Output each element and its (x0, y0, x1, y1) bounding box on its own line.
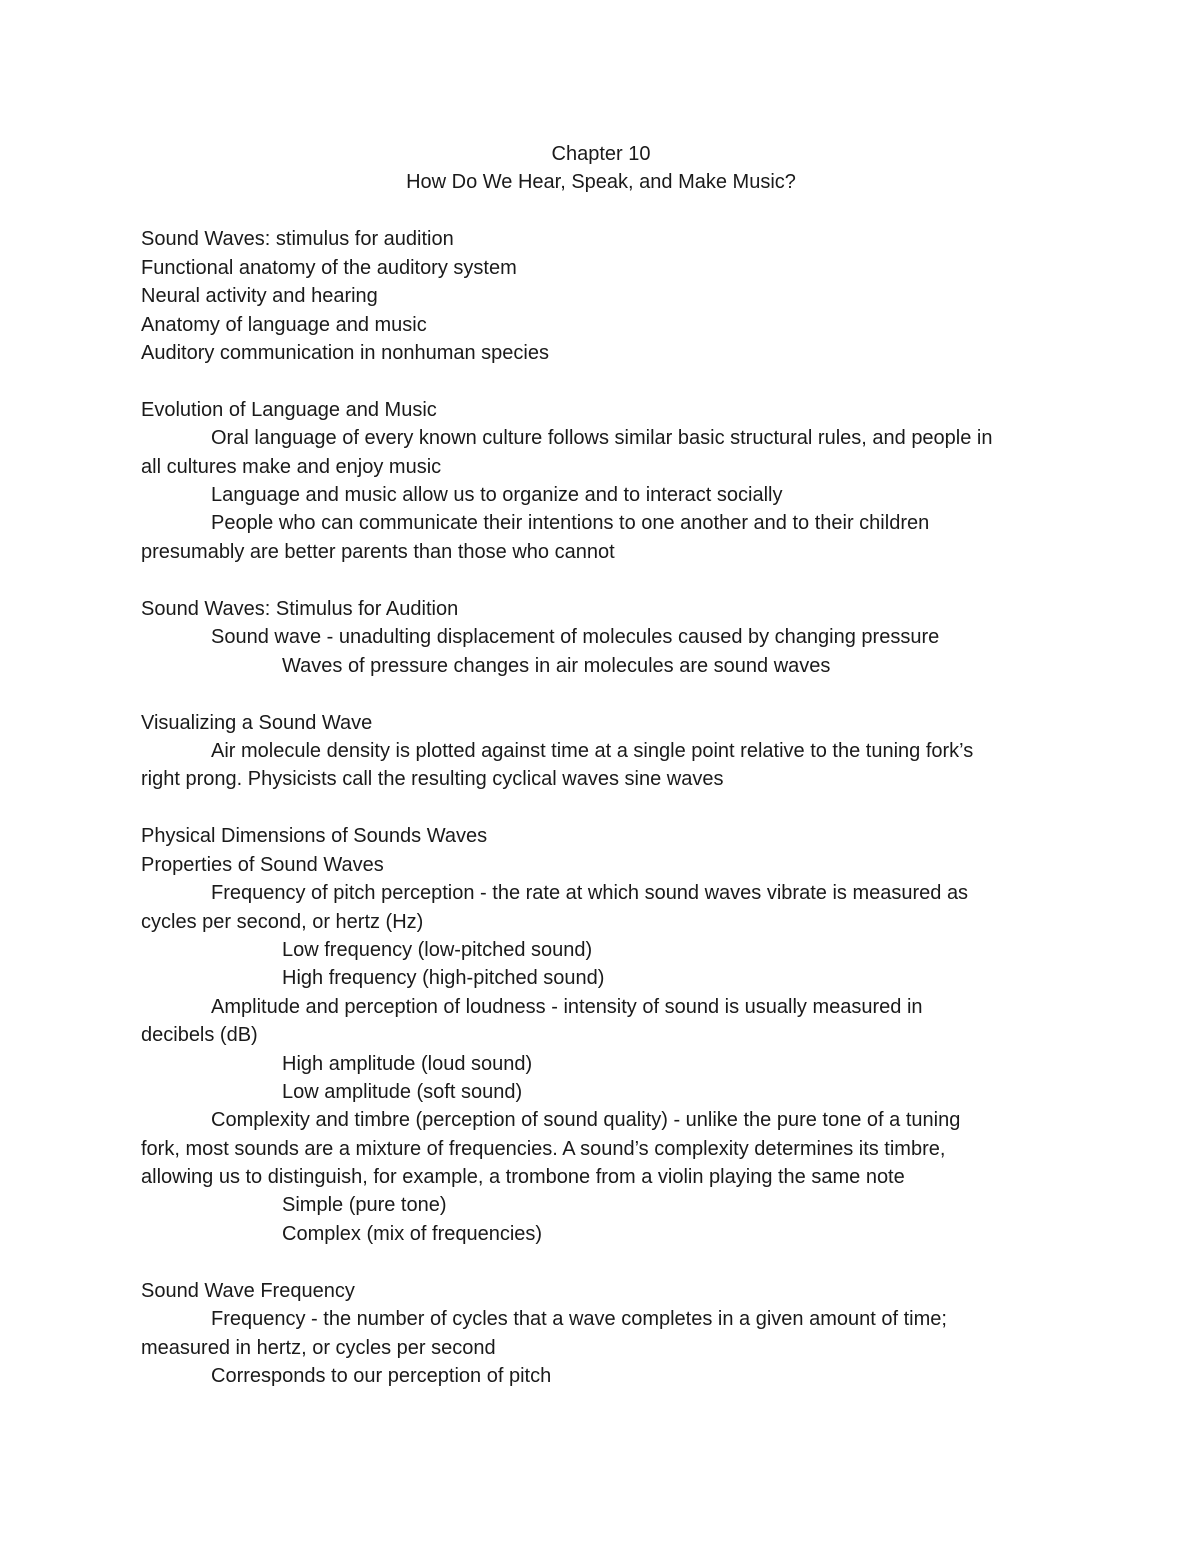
paragraph-line: fork, most sounds are a mixture of frequencies. A sound’s complexity determines its timbre, (141, 1137, 946, 1160)
document-page (141, 140, 1061, 1390)
paragraph-line: High amplitude (loud sound) (282, 1052, 533, 1075)
outline-item: Auditory communication in nonhuman species (141, 341, 549, 364)
outline-item: Neural activity and hearing (141, 285, 378, 308)
spacer (141, 1248, 1061, 1277)
paragraph-line: presumably are better parents than those who cannot (141, 540, 615, 563)
paragraph-line: Corresponds to our perception of pitch (211, 1365, 552, 1388)
section-heading: Physical Dimensions of Sounds Waves (141, 825, 488, 848)
spacer (141, 566, 1061, 595)
paragraph-line: allowing us to distinguish, for example, a trombone from a violin playing the same note (141, 1166, 905, 1189)
paragraph-line: measured in hertz, or cycles per second (141, 1336, 496, 1359)
paragraph-line: Low frequency (low-pitched sound) (282, 938, 593, 961)
section-heading: Sound Wave Frequency (141, 1279, 355, 1302)
spacer (141, 794, 1061, 823)
paragraph-line: Oral language of every known culture follows similar basic structural rules, and people in (211, 427, 993, 450)
paragraph-line: Low amplitude (soft sound) (282, 1080, 523, 1103)
paragraph-line: cycles per second, or hertz (Hz) (141, 910, 424, 933)
section-heading: Evolution of Language and Music (141, 398, 437, 421)
section-subheading: Properties of Sound Waves (141, 853, 384, 876)
paragraph-line: Simple (pure tone) (282, 1194, 447, 1217)
paragraph-line: Frequency of pitch perception - the rate at which sound waves vibrate is measured as (211, 882, 969, 905)
paragraph-line: People who can communicate their intentions to one another and to their children (211, 512, 930, 535)
spacer (141, 680, 1061, 709)
paragraph-line: Amplitude and perception of loudness - intensity of sound is usually measured in (211, 995, 923, 1018)
paragraph-line: Complexity and timbre (perception of sound quality) - unlike the pure tone of a tuning (211, 1109, 961, 1132)
spacer (141, 367, 1061, 396)
spacer (141, 197, 1061, 226)
section-heading: Sound Waves: Stimulus for Audition (141, 597, 459, 620)
chapter-title: How Do We Hear, Speak, and Make Music? (406, 171, 796, 194)
paragraph-line: Air molecule density is plotted against time at a single point relative to the tuning fork’s (211, 740, 974, 763)
paragraph-line: right prong. Physicists call the resulting cyclical waves sine waves (141, 768, 724, 791)
paragraph-line: Language and music allow us to organize and to interact socially (211, 484, 783, 507)
paragraph-line: all cultures make and enjoy music (141, 455, 442, 478)
paragraph-line: decibels (dB) (141, 1024, 258, 1047)
outline-item: Anatomy of language and music (141, 313, 427, 336)
section-heading: Visualizing a Sound Wave (141, 711, 373, 734)
paragraph-line: Waves of pressure changes in air molecules are sound waves (282, 654, 831, 677)
paragraph-line: Complex (mix of frequencies) (282, 1222, 543, 1245)
chapter-number: Chapter 10 (551, 143, 651, 165)
outline-item: Sound Waves: stimulus for audition (141, 228, 454, 251)
outline-item: Functional anatomy of the auditory system (141, 256, 517, 279)
paragraph-line: High frequency (high-pitched sound) (282, 967, 605, 990)
paragraph-line: Frequency - the number of cycles that a wave completes in a given amount of time; (211, 1308, 947, 1331)
paragraph-line: Sound wave - unadulting displacement of molecules caused by changing pressure (211, 626, 940, 649)
